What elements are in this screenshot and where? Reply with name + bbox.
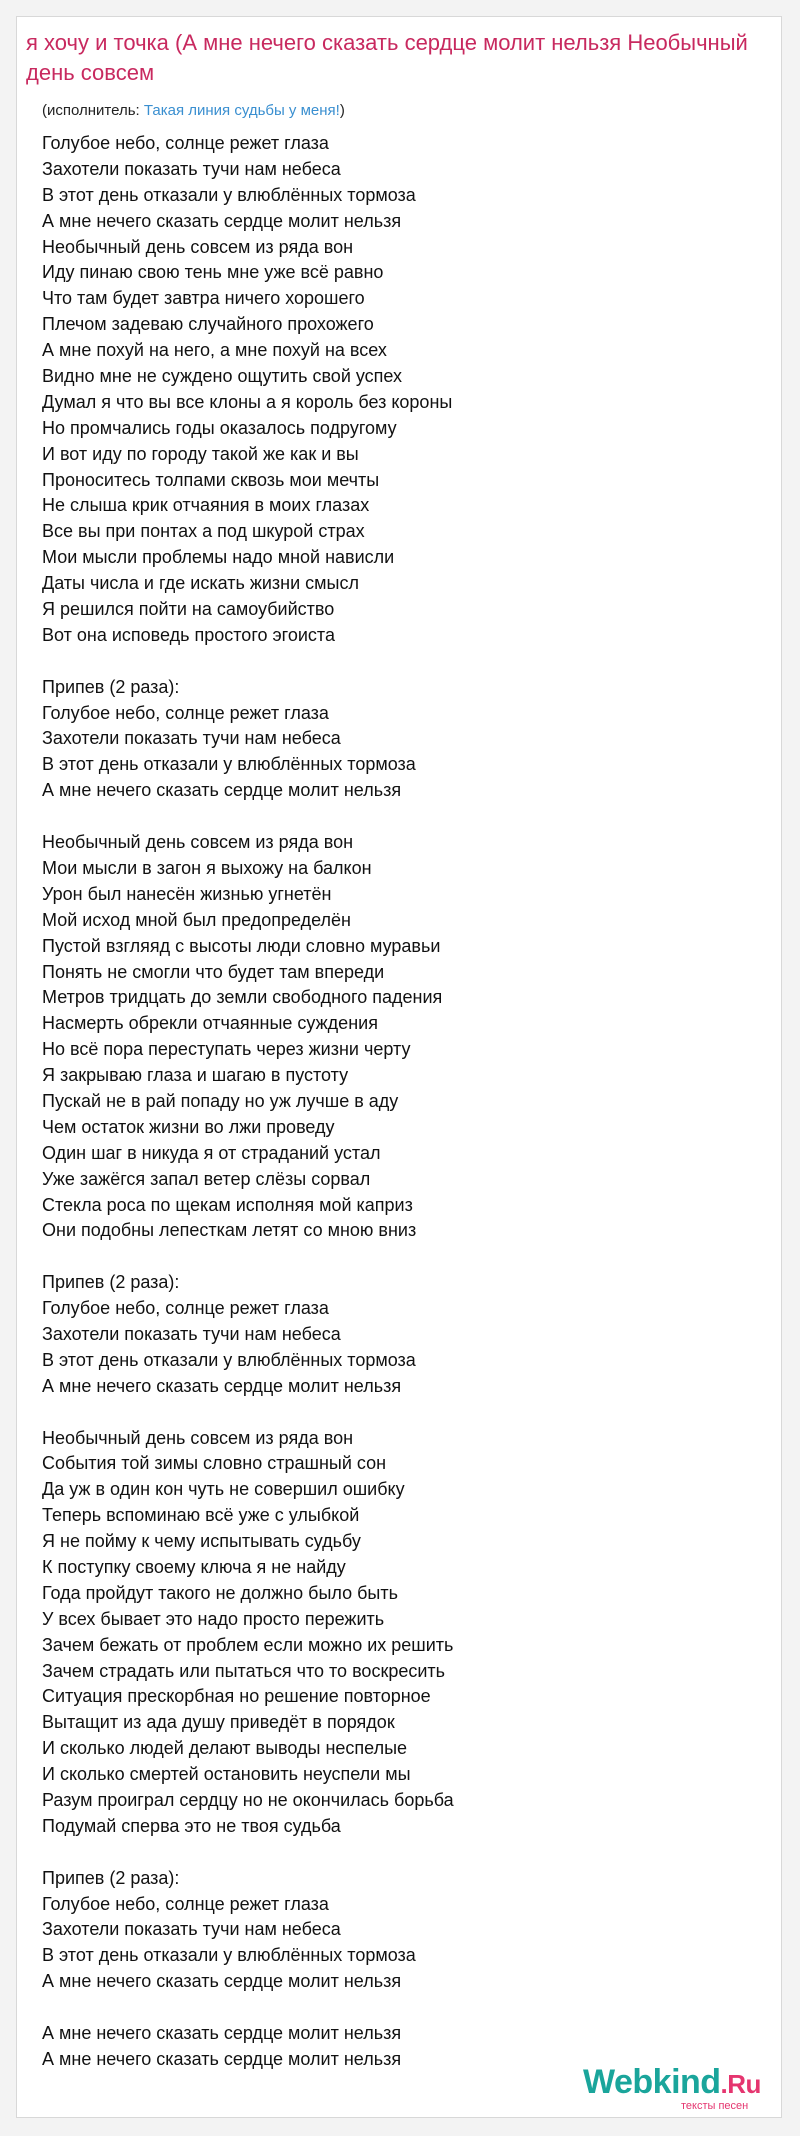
lyric-line: Я решился пойти на самоубийство	[42, 599, 335, 620]
lyric-line: Не слыша крик отчаяния в моих глазах	[42, 495, 370, 516]
lyric-line: И сколько смертей остановить неуспели мы	[42, 1764, 411, 1785]
lyric-line: Понять не смогли что будет там впереди	[42, 961, 385, 982]
artist-prefix: (исполнитель:	[42, 102, 144, 119]
lyric-line: Но всё пора переступать через жизни черту	[42, 1039, 411, 1060]
lyric-line: Иду пинаю свою тень мне уже всё равно	[42, 262, 384, 283]
lyric-line: Подумай сперва это не твоя судьба	[42, 1815, 341, 1836]
lyric-line: Вот она исповедь простого эгоиста	[42, 624, 335, 645]
lyric-line: А мне нечего сказать сердце молит нельзя	[42, 210, 402, 231]
lyric-line: Разум проиграл сердцу но не окончилась борьба	[42, 1790, 454, 1810]
lyric-line: Пускай не в рай попаду но уж лучше в аду	[42, 1090, 399, 1111]
artist-suffix: )	[339, 102, 345, 119]
artist-link[interactable]: Такая линия судьбы у меня!	[143, 102, 340, 119]
lyric-line: Чем остаток жизни во лжи проведу	[42, 1116, 335, 1137]
lyric-line: Я закрываю глаза и шагаю в пустоту	[42, 1065, 349, 1086]
lyric-line: А мне нечего сказать сердце молит нельзя	[42, 2023, 402, 2044]
lyric-line: В этот день отказали у влюблённых тормоза	[42, 1945, 416, 1966]
lyric-line: Но промчались годы оказалось подругому	[42, 417, 397, 438]
logo-wordmark	[583, 2062, 761, 2104]
stanza-break	[42, 1244, 742, 1270]
lyric-line: А мне похуй на него, а мне похуй на всех	[42, 340, 387, 361]
lyric-line: Насмерть обрекли отчаянные суждения	[42, 1013, 378, 1034]
page-title: я хочу и точка (А мне нечего сказать сердце молит нельзя Необычный день совсем	[26, 30, 748, 85]
lyric-line: В этот день отказали у влюблённых тормоза	[42, 754, 416, 775]
lyric-line: Мои мысли проблемы надо мной нависли	[42, 547, 395, 568]
logo-tagline: тексты песен	[681, 2100, 749, 2112]
lyric-line: Они подобны лепесткам летят со мною вниз	[42, 1220, 417, 1241]
lyric-line: Захотели показать тучи нам небеса	[42, 158, 341, 179]
lyric-line: Припев (2 раза):	[42, 1272, 180, 1293]
lyric-line: А мне нечего сказать сердце молит нельзя	[42, 1971, 402, 1992]
lyric-line: Теперь вспоминаю всё уже с улыбкой	[42, 1505, 360, 1526]
lyric-line: Все вы при понтах а под шкурой страх	[42, 521, 365, 542]
lyric-line: Метров тридцать до земли свободного падения	[42, 987, 443, 1008]
webkind-logo[interactable]	[583, 2062, 773, 2118]
lyric-line: Уже зажёгся запал ветер слёзы сорвал	[42, 1168, 371, 1189]
lyric-line: Захотели показать тучи нам небеса	[42, 728, 341, 749]
lyric-line: Года пройдут такого не должно было быть	[42, 1582, 398, 1603]
lyric-line: Даты числа и где искать жизни смысл	[42, 573, 359, 594]
lyric-line: Стекла роса по щекам исполняя мой каприз	[42, 1194, 413, 1215]
lyric-line: Я не пойму к чему испытывать судьбу	[42, 1531, 361, 1552]
stanza-break	[42, 804, 742, 830]
lyric-line: Вытащит из ада душу приведёт в порядок	[42, 1712, 395, 1733]
lyric-line: Видно мне не суждено ощутить свой успех	[42, 366, 403, 387]
lyric-line: В этот день отказали у влюблённых тормоза	[42, 1349, 416, 1370]
lyric-line: Голубое небо, солнце режет глаза	[42, 702, 329, 723]
lyric-line: Проноситесь толпами сквозь мои мечты	[42, 469, 380, 490]
lyric-line: Зачем бежать от проблем если можно их решить	[42, 1634, 454, 1655]
logo-brand: Webkind	[583, 2063, 721, 2101]
lyric-line: Зачем страдать или пытаться что то воскресить	[42, 1660, 446, 1681]
lyric-line: Необычный день совсем из ряда вон	[42, 1427, 354, 1448]
lyric-line: События той зимы словно страшный сон	[42, 1453, 387, 1474]
logo-tld: .Ru	[720, 2069, 761, 2099]
lyric-line: Пустой взгляяд с высоты люди словно муравьи	[42, 935, 441, 956]
lyric-line: Мой исход мной был предопределён	[42, 909, 351, 930]
lyric-line: Припев (2 раза):	[42, 1867, 180, 1888]
stanza-break	[42, 1840, 742, 1866]
lyric-line: А мне нечего сказать сердце молит нельзя	[42, 2048, 402, 2069]
lyric-line: Ситуация прескорбная но решение повторное	[42, 1686, 431, 1707]
lyric-line: К поступку своему ключа я не найду	[42, 1556, 346, 1577]
lyric-line: Голубое небо, солнце режет глаза	[42, 1893, 329, 1914]
lyric-line: И сколько людей делают выводы неспелые	[42, 1738, 408, 1759]
lyric-line: Захотели показать тучи нам небеса	[42, 1323, 341, 1344]
lyric-line: Голубое небо, солнце режет глаза	[42, 133, 329, 153]
lyric-line: Плечом задеваю случайного прохожего	[42, 314, 374, 335]
lyric-line: Что там будет завтра ничего хорошего	[42, 288, 365, 309]
lyric-line: Голубое небо, солнце режет глаза	[42, 1298, 329, 1319]
lyric-line: Один шаг в никуда я от страданий устал	[42, 1142, 381, 1163]
lyric-line: И вот иду по городу такой же как и вы	[42, 443, 359, 464]
stanza-break	[42, 649, 742, 675]
lyric-line: А мне нечего сказать сердце молит нельзя	[42, 1375, 402, 1396]
lyric-line: Необычный день совсем из ряда вон	[42, 832, 354, 853]
lyric-line: В этот день отказали у влюблённых тормоза	[42, 184, 416, 205]
lyric-line: Думал я что вы все клоны а я король без короны	[42, 391, 453, 412]
stanza-break	[42, 1995, 742, 2021]
lyric-line: Да уж в один кон чуть не совершил ошибку	[42, 1479, 405, 1500]
artist-line	[42, 100, 345, 122]
lyric-line: Урон был нанесён жизнью угнетён	[42, 883, 332, 904]
lyric-line: У всех бывает это надо просто пережить	[42, 1608, 385, 1629]
lyric-line: Мои мысли в загон я выхожу на балкон	[42, 857, 372, 878]
lyric-line: Захотели показать тучи нам небеса	[42, 1919, 341, 1940]
lyrics-body	[42, 131, 742, 2073]
lyric-line: Припев (2 раза):	[42, 676, 180, 697]
stanza-break	[42, 1400, 742, 1426]
lyric-line: А мне нечего сказать сердце молит нельзя	[42, 780, 402, 801]
lyric-line: Необычный день совсем из ряда вон	[42, 236, 354, 257]
